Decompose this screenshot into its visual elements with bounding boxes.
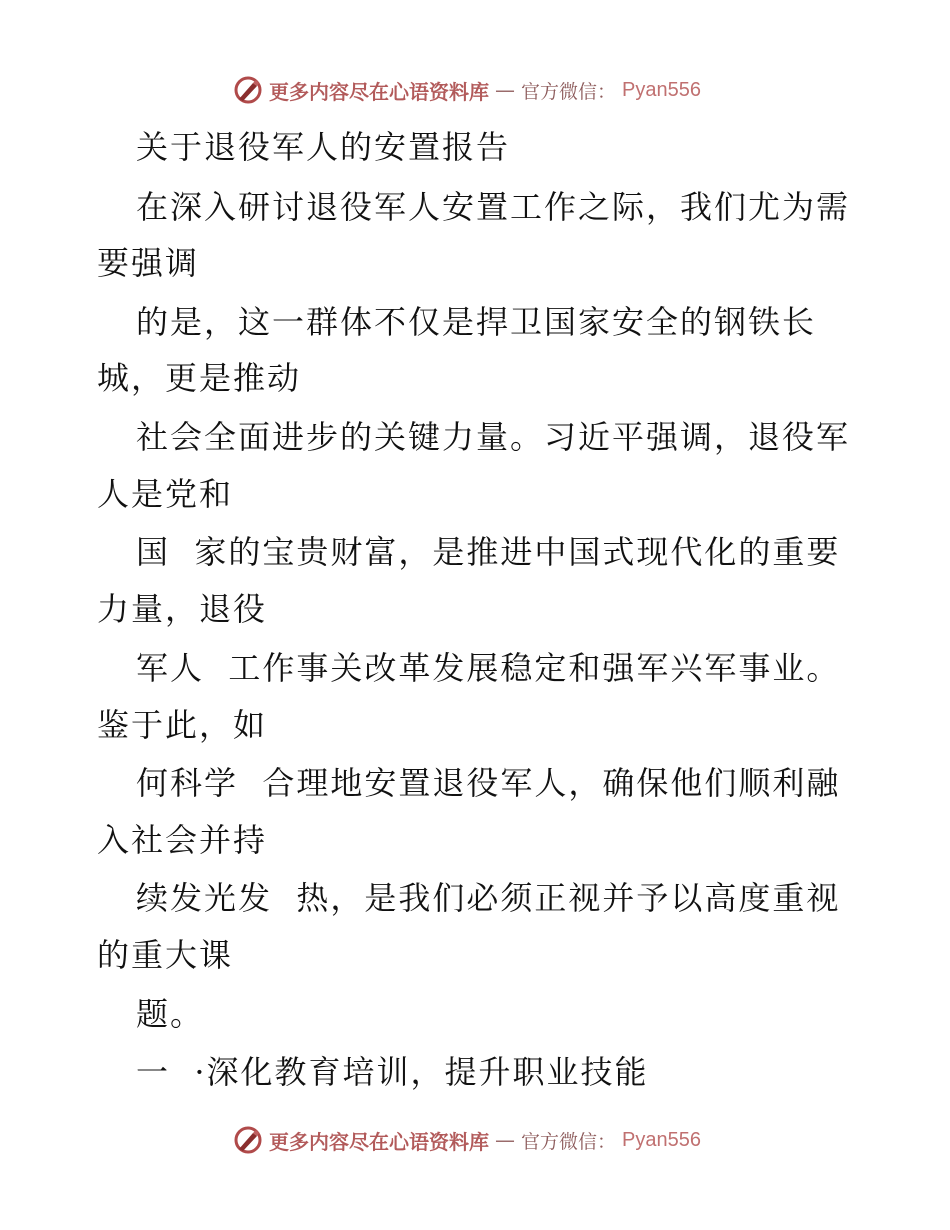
watermark-text: 更多内容尽在心语资料库 [269,79,489,104]
watermark-official-label: 官方微信： [521,80,617,103]
paragraph-line: 人是党和 [97,475,234,513]
watermark-dash: — [495,78,515,102]
section-heading: 一 ·深化教育培训，提升职业技能 [136,1053,649,1091]
paragraph-line: 国 家的宝贵财富，是推进中国式现代化的重要 [136,533,841,571]
paragraph-line: 在深入研讨退役军人安置工作之际，我们尤为需 [136,188,851,226]
watermark-wechat-id: Pyan556 [622,1128,701,1151]
document-title: 关于退役军人的安置报告 [136,128,511,166]
header-watermark [0,70,950,110]
paragraph-line: 的是，这一群体不仅是捍卫国家安全的钢铁长 [136,303,817,341]
paragraph-line: 力量，退役 [97,590,268,628]
paragraph-line: 续发光发 热，是我们必须正视并予以高度重视 [136,879,841,917]
paragraph-line: 军人 工作事关改革发展稳定和强军兴军事业。 [136,649,841,687]
watermark-official-label: 官方微信： [521,1130,617,1153]
footer-watermark [0,1120,950,1160]
paragraph-line: 要强调 [97,244,200,282]
watermark-text: 更多内容尽在心语资料库 [269,1129,489,1154]
paragraph-line: 入社会并持 [97,821,268,859]
watermark-dash: — [495,1128,515,1152]
paragraph-line: 题。 [136,995,205,1033]
paragraph-line: 城，更是推动 [97,359,302,397]
pen-logo-icon [233,75,263,105]
paragraph-line: 的重大课 [97,936,234,974]
paragraph-line: 社会全面进步的关键力量。习近平强调，退役军 [136,418,851,456]
paragraph-line: 鉴于此，如 [97,706,268,744]
pen-logo-icon [233,1125,263,1155]
paragraph-line: 何科学 合理地安置退役军人，确保他们顺利融 [136,764,841,802]
watermark-wechat-id: Pyan556 [622,78,701,101]
